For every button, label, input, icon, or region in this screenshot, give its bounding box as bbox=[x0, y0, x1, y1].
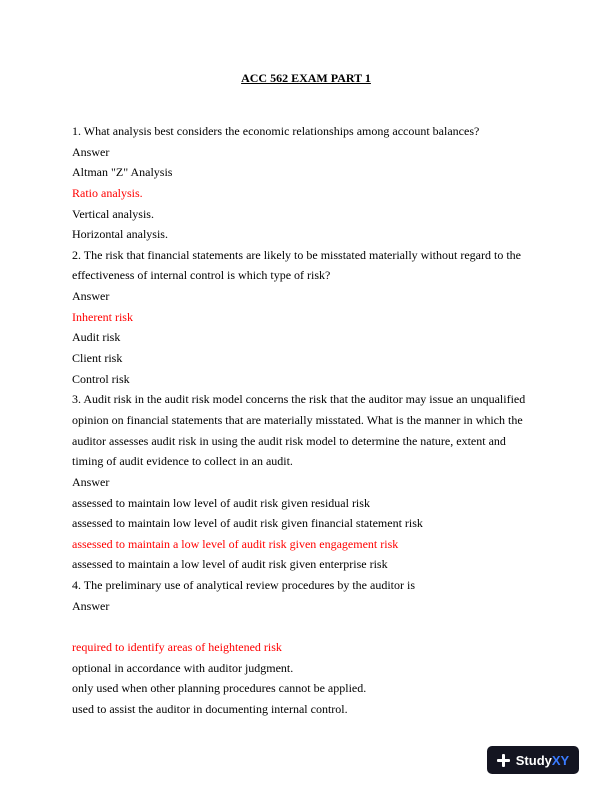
text-line: only used when other planning procedures cannot be applied. bbox=[72, 681, 367, 696]
text-line: Client risk bbox=[72, 351, 123, 366]
correct-answer-line: Inherent risk bbox=[72, 309, 133, 324]
studyxy-badge[interactable] bbox=[487, 746, 579, 774]
text-line: Audit risk bbox=[72, 330, 121, 345]
text-line: assessed to maintain low level of audit risk given residual risk bbox=[72, 495, 370, 510]
text-line: Altman "Z" Analysis bbox=[72, 165, 173, 180]
text-line: Control risk bbox=[72, 371, 130, 386]
document-title: ACC 562 EXAM PART 1 bbox=[241, 71, 371, 85]
text-line: 3. Audit risk in the audit risk model concerns the risk that the auditor may issue an unqualified bbox=[72, 392, 526, 407]
text-line: Answer bbox=[72, 144, 110, 159]
text-line: Horizontal analysis. bbox=[72, 227, 168, 242]
text-line: assessed to maintain low level of audit risk given financial statement risk bbox=[72, 516, 423, 531]
plus-icon bbox=[497, 754, 510, 767]
text-line: Vertical analysis. bbox=[72, 206, 154, 221]
correct-answer-line: required to identify areas of heightened risk bbox=[72, 640, 282, 655]
text-line: Answer bbox=[72, 598, 110, 613]
correct-answer-line: Ratio analysis. bbox=[72, 185, 143, 200]
text-line: optional in accordance with auditor judgment. bbox=[72, 660, 294, 675]
question-list bbox=[72, 121, 542, 720]
brand-prefix: Study bbox=[515, 752, 552, 768]
studyxy-logo-text bbox=[516, 753, 569, 768]
text-line: timing of audit evidence to collect in an audit. bbox=[72, 454, 293, 469]
correct-answer-line: assessed to maintain a low level of audit risk given engagement risk bbox=[72, 536, 399, 551]
text-line: auditor assesses audit risk in using the audit risk model to determine the nature, extent and bbox=[72, 433, 506, 448]
text-line: opinion on financial statements that are materially misstated. What is the manner in which the bbox=[72, 412, 523, 427]
text-line: 2. The risk that financial statements are likely to be misstated materially without regard to the bbox=[72, 247, 521, 262]
text-line: Answer bbox=[72, 289, 110, 304]
text-line: 1. What analysis best considers the economic relationships among account balances? bbox=[72, 124, 480, 138]
text-line: effectiveness of internal control is which type of risk? bbox=[72, 268, 331, 283]
text-line: 4. The preliminary use of analytical review procedures by the auditor is bbox=[72, 578, 415, 593]
text-line: assessed to maintain a low level of audit risk given enterprise risk bbox=[72, 557, 388, 572]
text-line: Answer bbox=[72, 474, 110, 489]
text-line: used to assist the auditor in documenting internal control. bbox=[72, 701, 348, 716]
brand-suffix: XY bbox=[551, 752, 570, 768]
text-line bbox=[72, 616, 542, 637]
